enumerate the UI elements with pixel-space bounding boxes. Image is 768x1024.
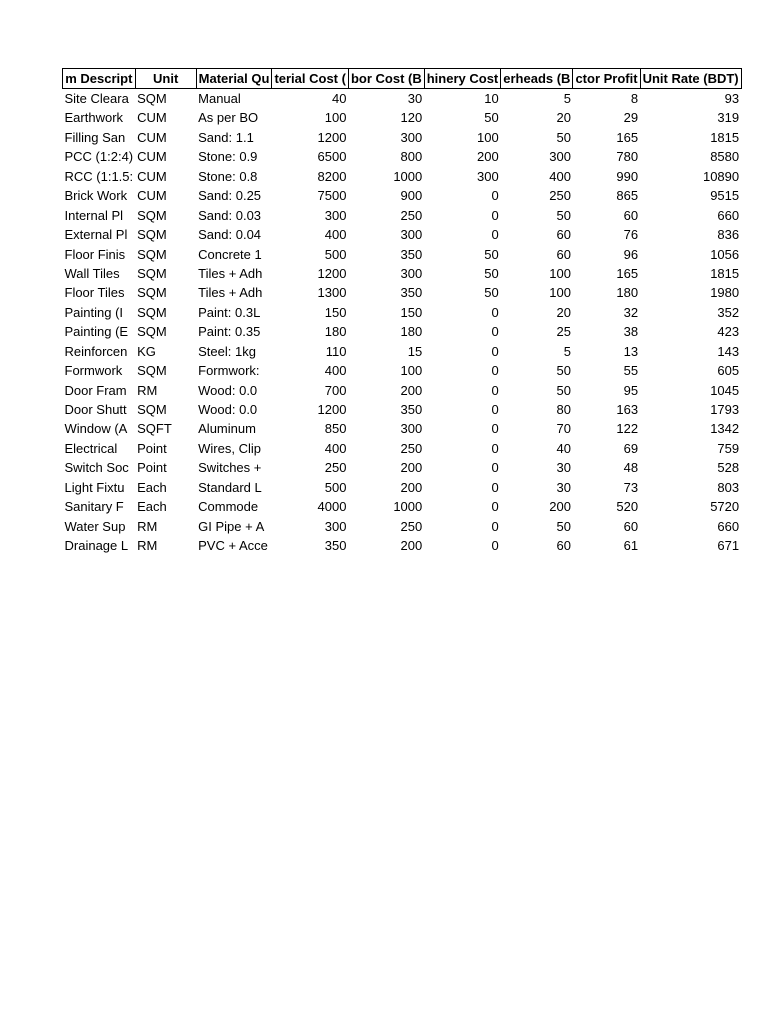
cell-machinery-cost[interactable]: 200 xyxy=(477,149,499,165)
cell-overheads[interactable]: 400 xyxy=(549,168,571,184)
cell-unit-rate[interactable]: 143 xyxy=(717,343,740,359)
cell-labor-cost[interactable]: 15 xyxy=(407,343,423,359)
cell-material-quantity[interactable]: Aluminum xyxy=(198,421,256,437)
cell-labor-cost[interactable]: 200 xyxy=(400,538,423,554)
header-cell-item-description[interactable]: m Descript xyxy=(63,69,136,89)
cell-contractor-profit[interactable]: 60 xyxy=(623,518,639,534)
cell-contractor-profit[interactable]: 69 xyxy=(623,440,639,456)
cell-material-cost[interactable]: 1200 xyxy=(317,402,347,417)
cell-labor-cost[interactable]: 250 xyxy=(400,518,423,534)
cell-machinery-cost[interactable]: 50 xyxy=(484,285,499,301)
cell-contractor-profit[interactable]: 95 xyxy=(623,382,639,398)
cell-machinery-cost[interactable]: 0 xyxy=(491,538,499,554)
cell-unit[interactable]: Point xyxy=(137,440,167,456)
header-cell-machinery-cost[interactable]: hinery Cost xyxy=(424,69,501,89)
cell-overheads[interactable]: 100 xyxy=(549,265,571,281)
cell-item-description[interactable]: Door Shutt xyxy=(64,402,127,417)
cell-material-quantity[interactable]: Concrete 1 xyxy=(198,246,262,262)
cell-contractor-profit[interactable]: 165 xyxy=(616,265,639,281)
cell-contractor-profit[interactable]: 32 xyxy=(623,304,639,320)
cell-item-description[interactable]: Wall Tiles xyxy=(64,265,120,281)
cell-unit[interactable]: Each xyxy=(137,499,167,515)
cell-item-description[interactable]: Internal Pl xyxy=(64,207,124,223)
cell-machinery-cost[interactable]: 0 xyxy=(491,460,499,476)
cell-material-quantity[interactable]: Tiles + Adh xyxy=(198,285,263,301)
cell-unit[interactable]: SQM xyxy=(137,207,167,223)
cell-labor-cost[interactable]: 350 xyxy=(400,285,423,301)
table-row xyxy=(63,302,742,321)
cell-material-quantity[interactable]: Paint: 0.35 xyxy=(198,324,261,340)
cell-unit[interactable]: CUM xyxy=(137,149,167,165)
cell-unit-rate[interactable]: 671 xyxy=(717,538,740,554)
cell-material-quantity[interactable]: Sand: 0.04 xyxy=(198,227,262,243)
cell-machinery-cost[interactable]: 50 xyxy=(484,110,499,126)
cell-unit[interactable]: Point xyxy=(137,460,167,476)
cell-overheads[interactable]: 5 xyxy=(563,343,571,359)
cell-labor-cost[interactable]: 300 xyxy=(400,129,423,145)
table-row xyxy=(63,322,742,341)
cell-material-quantity[interactable]: Paint: 0.3L xyxy=(198,304,261,320)
cell-overheads[interactable]: 30 xyxy=(556,460,571,476)
cell-material-cost[interactable]: 6500 xyxy=(317,149,347,165)
cell-machinery-cost[interactable]: 0 xyxy=(491,440,499,456)
cell-labor-cost[interactable]: 350 xyxy=(400,246,423,262)
cell-material-quantity[interactable]: Wood: 0.0 xyxy=(198,382,258,398)
cell-machinery-cost[interactable]: 0 xyxy=(491,188,499,204)
cell-contractor-profit[interactable]: 29 xyxy=(623,110,639,126)
cell-machinery-cost[interactable]: 0 xyxy=(491,518,499,534)
header-cell-overheads[interactable]: erheads (B xyxy=(501,69,573,89)
cell-item-description[interactable]: Floor Tiles xyxy=(64,285,125,301)
cell-contractor-profit[interactable]: 38 xyxy=(623,324,639,340)
cell-material-quantity[interactable]: Commode xyxy=(198,499,259,515)
cell-contractor-profit[interactable]: 780 xyxy=(616,149,639,165)
cell-machinery-cost[interactable]: 0 xyxy=(491,421,499,437)
cell-unit[interactable]: CUM xyxy=(137,110,167,126)
cell-contractor-profit[interactable]: 865 xyxy=(616,188,639,204)
cell-overheads[interactable]: 60 xyxy=(556,227,571,243)
cell-unit[interactable]: RM xyxy=(137,518,158,534)
table-row xyxy=(63,361,742,380)
cell-overheads[interactable]: 50 xyxy=(556,129,571,145)
header-cell-unit-rate[interactable]: Unit Rate (BDT) xyxy=(640,69,741,89)
cell-material-cost[interactable]: 400 xyxy=(324,440,347,456)
table-row xyxy=(63,497,742,516)
table-row xyxy=(63,166,742,185)
cell-labor-cost[interactable]: 350 xyxy=(400,402,423,417)
cell-overheads[interactable]: 300 xyxy=(549,149,571,165)
cell-item-description[interactable]: Water Sup xyxy=(64,518,126,534)
cell-item-description[interactable]: Sanitary F xyxy=(64,499,124,515)
cell-material-cost[interactable]: 8200 xyxy=(317,168,347,184)
cell-unit-rate[interactable]: 8580 xyxy=(710,149,740,165)
cell-labor-cost[interactable]: 100 xyxy=(400,363,423,379)
cell-contractor-profit[interactable]: 520 xyxy=(616,499,639,515)
cell-unit[interactable]: SQFT xyxy=(137,421,172,437)
cell-labor-cost[interactable]: 300 xyxy=(400,265,423,281)
cell-overheads[interactable]: 60 xyxy=(556,246,571,262)
table-row xyxy=(63,264,742,283)
cell-unit-rate[interactable]: 1056 xyxy=(710,246,740,262)
cell-overheads[interactable]: 50 xyxy=(556,207,571,223)
cell-machinery-cost[interactable]: 0 xyxy=(491,324,499,340)
cell-unit[interactable]: SQM xyxy=(137,402,167,417)
cell-contractor-profit[interactable]: 76 xyxy=(623,227,639,243)
cell-overheads[interactable]: 80 xyxy=(556,402,571,417)
cell-material-cost[interactable]: 350 xyxy=(324,538,347,554)
cell-machinery-cost[interactable]: 100 xyxy=(477,129,499,145)
cell-material-quantity[interactable]: Stone: 0.8 xyxy=(198,168,258,184)
cell-material-quantity[interactable]: Standard L xyxy=(198,479,262,495)
cell-material-cost[interactable]: 250 xyxy=(324,460,347,476)
cell-unit-rate[interactable]: 352 xyxy=(717,304,740,320)
cell-unit[interactable]: SQM xyxy=(137,304,167,320)
cell-unit[interactable]: SQM xyxy=(137,265,167,281)
table-row xyxy=(63,400,742,419)
cell-overheads[interactable]: 100 xyxy=(549,285,571,301)
cell-labor-cost[interactable]: 250 xyxy=(400,207,423,223)
cell-labor-cost[interactable]: 150 xyxy=(400,304,423,320)
cell-contractor-profit[interactable]: 96 xyxy=(623,246,639,262)
table-row xyxy=(63,89,742,109)
cell-contractor-profit[interactable]: 48 xyxy=(623,460,639,476)
cell-contractor-profit[interactable]: 180 xyxy=(616,285,639,301)
table-row xyxy=(63,419,742,438)
table-row xyxy=(63,244,742,263)
cell-machinery-cost[interactable]: 0 xyxy=(491,402,499,417)
cell-overheads[interactable]: 30 xyxy=(556,479,571,495)
cell-material-quantity[interactable]: Sand: 1.1 xyxy=(198,129,254,145)
cell-unit-rate[interactable]: 759 xyxy=(717,440,740,456)
cell-unit-rate[interactable]: 1793 xyxy=(710,402,740,417)
cell-material-cost[interactable]: 400 xyxy=(324,227,347,243)
cell-contractor-profit[interactable]: 61 xyxy=(623,538,639,554)
cell-material-quantity[interactable]: Switches + xyxy=(198,460,262,476)
cell-overheads[interactable]: 70 xyxy=(556,421,571,437)
cell-unit-rate[interactable]: 5720 xyxy=(710,499,740,515)
cell-unit-rate[interactable]: 93 xyxy=(724,91,740,106)
cell-labor-cost[interactable]: 300 xyxy=(400,421,423,437)
cell-contractor-profit[interactable]: 990 xyxy=(616,168,639,184)
cell-material-cost[interactable]: 500 xyxy=(324,246,347,262)
cell-item-description[interactable]: Switch Soc xyxy=(64,460,129,476)
cell-item-description[interactable]: Painting (E xyxy=(64,324,129,340)
cell-overheads[interactable]: 40 xyxy=(556,440,571,456)
cell-unit-rate[interactable]: 319 xyxy=(717,110,740,126)
header-row xyxy=(63,69,742,89)
cell-contractor-profit[interactable]: 165 xyxy=(616,129,639,145)
cell-contractor-profit[interactable]: 60 xyxy=(623,207,639,223)
cell-item-description[interactable]: Floor Finis xyxy=(64,246,126,262)
cell-labor-cost[interactable]: 900 xyxy=(400,188,423,204)
table-row xyxy=(63,108,742,127)
cell-machinery-cost[interactable]: 0 xyxy=(491,382,499,398)
cell-overheads[interactable]: 25 xyxy=(556,324,571,340)
table-row xyxy=(63,536,742,555)
cell-labor-cost[interactable]: 120 xyxy=(400,110,423,126)
cell-unit-rate[interactable]: 1980 xyxy=(710,285,740,301)
cell-unit-rate[interactable]: 9515 xyxy=(710,188,740,204)
cell-machinery-cost[interactable]: 50 xyxy=(484,265,499,281)
cell-material-quantity[interactable]: Sand: 0.03 xyxy=(198,207,262,223)
cell-unit[interactable]: SQM xyxy=(137,324,167,340)
table-row xyxy=(63,380,742,399)
cell-unit[interactable]: SQM xyxy=(137,91,167,106)
cell-material-cost[interactable]: 1200 xyxy=(317,265,347,281)
cell-overheads[interactable]: 5 xyxy=(563,91,571,106)
cell-labor-cost[interactable]: 1000 xyxy=(393,168,423,184)
cell-material-quantity[interactable]: Wood: 0.0 xyxy=(198,402,258,417)
cell-material-cost[interactable]: 4000 xyxy=(317,499,347,515)
cell-item-description[interactable]: Window (A xyxy=(64,421,128,437)
table-row xyxy=(63,438,742,457)
cell-overheads[interactable]: 60 xyxy=(556,538,571,554)
header-cell-material-cost[interactable]: terial Cost ( xyxy=(272,69,349,89)
cell-material-cost[interactable]: 100 xyxy=(324,110,347,126)
cell-overheads[interactable]: 250 xyxy=(549,188,571,204)
cell-material-quantity[interactable]: Tiles + Adh xyxy=(198,265,263,281)
cell-item-description[interactable]: Reinforcen xyxy=(64,343,128,359)
table-row xyxy=(63,225,742,244)
cell-material-quantity[interactable]: PVC + Acce xyxy=(198,538,268,554)
cell-item-description[interactable]: External Pl xyxy=(64,227,128,243)
cell-unit[interactable]: Each xyxy=(137,479,167,495)
cell-material-quantity[interactable]: As per BO xyxy=(198,110,259,126)
cell-machinery-cost[interactable]: 0 xyxy=(491,227,499,243)
cell-unit-rate[interactable]: 1815 xyxy=(710,265,740,281)
cell-item-description[interactable]: Painting (I xyxy=(64,304,124,320)
cell-material-quantity[interactable]: GI Pipe + A xyxy=(198,518,265,534)
cell-unit-rate[interactable]: 1815 xyxy=(710,129,740,145)
table-row xyxy=(63,127,742,146)
cell-overheads[interactable]: 20 xyxy=(556,304,571,320)
cell-material-cost[interactable]: 500 xyxy=(324,479,347,495)
cell-labor-cost[interactable]: 30 xyxy=(407,91,423,106)
cell-material-cost[interactable]: 110 xyxy=(325,343,347,359)
cell-machinery-cost[interactable]: 0 xyxy=(491,479,499,495)
cell-labor-cost[interactable]: 200 xyxy=(400,382,423,398)
cell-machinery-cost[interactable]: 0 xyxy=(491,207,499,223)
header-cell-labor-cost[interactable]: bor Cost (B xyxy=(348,69,424,89)
cell-machinery-cost[interactable]: 50 xyxy=(484,246,499,262)
cell-overheads[interactable]: 200 xyxy=(549,499,571,515)
cell-material-cost[interactable]: 1200 xyxy=(317,129,347,145)
cell-material-cost[interactable]: 300 xyxy=(324,207,347,223)
cell-overheads[interactable]: 50 xyxy=(556,382,571,398)
cell-machinery-cost[interactable]: 300 xyxy=(477,168,499,184)
cell-machinery-cost[interactable]: 0 xyxy=(491,363,499,379)
cell-material-cost[interactable]: 150 xyxy=(324,304,347,320)
cell-unit-rate[interactable]: 605 xyxy=(717,363,740,379)
header-cell-unit[interactable]: Unit xyxy=(135,69,196,89)
cell-labor-cost[interactable]: 200 xyxy=(400,460,423,476)
cell-labor-cost[interactable]: 300 xyxy=(400,227,423,243)
cell-machinery-cost[interactable]: 10 xyxy=(484,91,499,106)
cell-unit[interactable]: RM xyxy=(137,382,158,398)
cell-machinery-cost[interactable]: 0 xyxy=(491,343,499,359)
cell-overheads[interactable]: 50 xyxy=(556,518,571,534)
cell-overheads[interactable]: 20 xyxy=(556,110,571,126)
cell-material-quantity[interactable]: Steel: 1kg xyxy=(198,343,256,359)
cell-unit[interactable]: RM xyxy=(137,538,158,554)
cell-machinery-cost[interactable]: 0 xyxy=(491,499,499,515)
cell-unit-rate[interactable]: 423 xyxy=(717,324,740,340)
cell-item-description[interactable]: Electrical xyxy=(64,440,118,456)
table-row xyxy=(63,205,742,224)
cell-material-cost[interactable]: 1300 xyxy=(317,285,347,301)
cell-unit[interactable]: CUM xyxy=(137,129,167,145)
cell-unit-rate[interactable]: 1342 xyxy=(710,421,740,437)
cell-material-cost[interactable]: 7500 xyxy=(317,188,347,204)
cell-unit-rate[interactable]: 803 xyxy=(717,479,740,495)
cell-material-cost[interactable]: 300 xyxy=(324,518,347,534)
cell-contractor-profit[interactable]: 163 xyxy=(616,402,639,417)
cell-unit[interactable]: SQM xyxy=(137,285,167,301)
cell-material-cost[interactable]: 40 xyxy=(331,91,347,106)
cell-material-quantity[interactable]: Sand: 0.25 xyxy=(198,188,262,204)
table-row xyxy=(63,283,742,302)
cell-unit-rate[interactable]: 836 xyxy=(717,227,740,243)
cell-machinery-cost[interactable]: 0 xyxy=(491,304,499,320)
cell-unit-rate[interactable]: 1045 xyxy=(710,382,740,398)
cell-labor-cost[interactable]: 1000 xyxy=(393,499,423,515)
cell-labor-cost[interactable]: 200 xyxy=(400,479,423,495)
cell-material-quantity[interactable]: Stone: 0.9 xyxy=(198,149,258,165)
cell-overheads[interactable]: 50 xyxy=(556,363,571,379)
cell-item-description[interactable]: Brick Work xyxy=(64,188,128,204)
table-row xyxy=(63,516,742,535)
cell-material-quantity[interactable]: Formwork: xyxy=(198,363,260,379)
cell-material-cost[interactable]: 850 xyxy=(324,421,347,437)
cell-contractor-profit[interactable]: 73 xyxy=(623,479,639,495)
cell-item-description[interactable]: Drainage L xyxy=(64,538,129,554)
cell-item-description[interactable]: Site Cleara xyxy=(64,91,129,106)
cell-unit[interactable]: SQM xyxy=(137,363,167,379)
cell-unit[interactable]: SQM xyxy=(137,246,167,262)
table-row xyxy=(63,477,742,496)
cell-labor-cost[interactable]: 800 xyxy=(400,149,423,165)
cell-material-cost[interactable]: 180 xyxy=(324,324,347,340)
table-row xyxy=(63,458,742,477)
cell-labor-cost[interactable]: 180 xyxy=(400,324,423,340)
cell-item-description[interactable]: Light Fixtu xyxy=(64,479,125,495)
cell-item-description[interactable]: Formwork xyxy=(64,363,123,379)
header-cell-material-quantity[interactable]: Material Qu xyxy=(196,69,272,89)
cell-item-description[interactable]: PCC (1:2:4) xyxy=(64,149,134,165)
cell-material-quantity[interactable]: Manual xyxy=(198,91,241,106)
cell-material-cost[interactable]: 700 xyxy=(324,382,347,398)
cell-unit-rate[interactable]: 528 xyxy=(717,460,740,476)
table-row xyxy=(63,147,742,166)
cell-unit-rate[interactable]: 660 xyxy=(717,207,740,223)
table-row xyxy=(63,341,742,360)
cell-contractor-profit[interactable]: 55 xyxy=(623,363,639,379)
cell-unit[interactable]: SQM xyxy=(137,227,167,243)
cell-material-quantity[interactable]: Wires, Clip xyxy=(198,440,261,456)
cell-unit[interactable]: KG xyxy=(137,343,156,359)
spreadsheet-table xyxy=(62,68,742,555)
cell-contractor-profit[interactable]: 122 xyxy=(616,421,639,437)
cell-material-cost[interactable]: 400 xyxy=(324,363,347,379)
cell-unit[interactable]: CUM xyxy=(137,188,167,204)
header-cell-contractor-profit[interactable]: ctor Profit xyxy=(573,69,640,89)
cell-contractor-profit[interactable]: 13 xyxy=(623,343,639,359)
cell-unit[interactable]: CUM xyxy=(137,168,167,184)
cell-item-description[interactable]: Door Fram xyxy=(64,382,127,398)
table-row xyxy=(63,186,742,205)
cell-labor-cost[interactable]: 250 xyxy=(400,440,423,456)
cell-item-description[interactable]: Earthwork xyxy=(64,110,124,126)
cell-contractor-profit[interactable]: 8 xyxy=(630,91,639,106)
cell-unit-rate[interactable]: 10890 xyxy=(702,168,740,184)
cell-item-description[interactable]: Filling San xyxy=(64,129,126,145)
cell-unit-rate[interactable]: 660 xyxy=(717,518,740,534)
cell-item-description[interactable]: RCC (1:1.5: xyxy=(64,168,134,184)
